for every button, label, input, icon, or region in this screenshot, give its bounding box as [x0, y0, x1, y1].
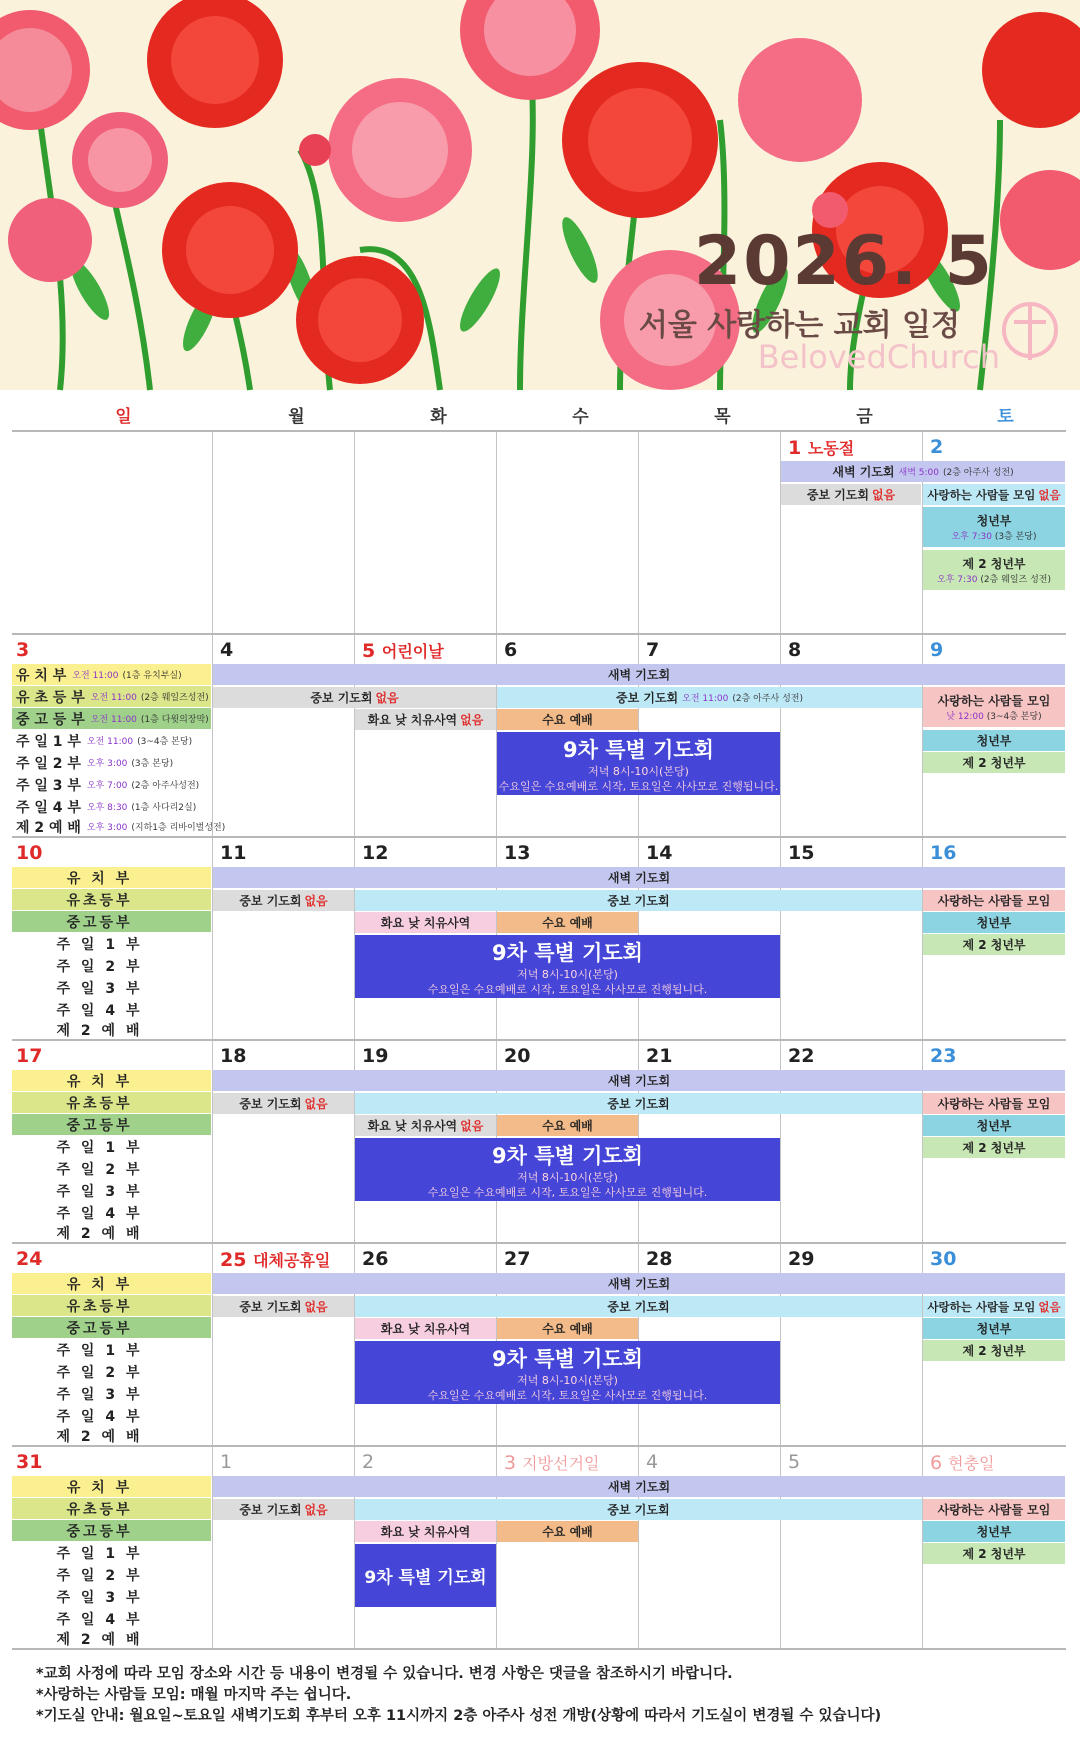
event-tue-healing: 화요 낮 치유사역: [355, 912, 496, 933]
event-youth2: 제 2 청년부: [923, 1340, 1065, 1361]
sunday-row: 주 일 4 부: [56, 1002, 143, 1019]
week-6: [12, 1447, 1066, 1650]
day-5: 5 어린이날: [362, 640, 444, 662]
day-21: 21: [646, 1045, 673, 1067]
day-18: 18: [220, 1045, 247, 1067]
sunday-row: 유초등부: [12, 1295, 211, 1316]
event-wed-service: 수요 예배: [497, 1318, 638, 1339]
header-banner: [0, 0, 1080, 390]
event-youth2: 제 2 청년부 오후 7:30 (2층 웨일즈 성전): [923, 550, 1065, 590]
event-intercession: 중보 기도회: [355, 1296, 922, 1317]
day-8: 8: [788, 639, 802, 661]
sunday-row: 주 일 3 부: [56, 1589, 143, 1606]
event-youth: 청년부: [923, 1115, 1065, 1136]
sunday-row: 유 치 부: [12, 1273, 211, 1294]
day-30: 30: [930, 1248, 957, 1270]
event-youth: 청년부 오후 7:30 (3층 본당): [923, 507, 1065, 547]
sunday-row: 중고등부: [12, 1520, 211, 1541]
weekday-fri: 금: [856, 407, 873, 427]
sunday-row: 유 치 부 오전 11:00 (1층 유치부실): [12, 664, 211, 685]
sunday-row: 주 일 2 부 오후 3:00 (3층 본당): [16, 755, 174, 772]
event-dawn-prayer: 새벽 기도회: [213, 867, 1065, 888]
event-intercession: 중보 기도회 오전 11:00 (2층 아주사 성전): [497, 687, 922, 708]
footnotes: [36, 1664, 1056, 1727]
event-special-prayer: 9차 특별 기도회 저녁 8시-10시(본당) 수요일은 수요예배로 시작, 토요일은 사사모로 진행됩니다.: [355, 1138, 780, 1201]
event-dawn-prayer: 새벽 기도회: [213, 664, 1065, 685]
event-dawn-prayer: 새벽 기도회: [213, 1070, 1065, 1091]
day-19: 19: [362, 1045, 389, 1067]
sunday-row: 주 일 1 부: [56, 1545, 143, 1562]
event-dawn-prayer: 새벽 기도회: [213, 1476, 1065, 1497]
church-english-name: BelovedChurch: [757, 338, 1000, 376]
event-intercession: 중보 기도회 없음: [213, 1093, 354, 1114]
day-next-3: 3 지방선거일: [504, 1452, 600, 1474]
day-2: 2: [930, 436, 944, 458]
weekday-wed: 수: [572, 407, 589, 427]
day-23: 23: [930, 1045, 957, 1067]
event-beloved-meeting: 사랑하는 사람들 모임: [923, 1093, 1065, 1114]
church-name: 서울 사랑하는 교회 일정: [638, 308, 960, 343]
sunday-row: 주 일 3 부: [56, 1386, 143, 1403]
sunday-row: 유초등부: [12, 1092, 211, 1113]
sunday-row: 주 일 3 부 오후 7:00 (2층 아주사성전): [16, 777, 200, 794]
sunday-row: 중고등부: [12, 1114, 211, 1135]
event-youth2: 제 2 청년부: [923, 1137, 1065, 1158]
sunday-row: 주 일 3 부: [56, 1183, 143, 1200]
day-4: 4: [220, 639, 234, 661]
sunday-row: 주 일 4 부: [56, 1205, 143, 1222]
event-wed-service: 수요 예배: [497, 912, 638, 933]
day-next-6: 6 현충일: [930, 1452, 995, 1474]
sunday-row: 유 초 등 부 오전 11:00 (2층 웨일즈성전): [12, 686, 211, 707]
day-1: 1 노동절: [788, 437, 855, 459]
event-tue-healing: 화요 낮 치유사역 없음: [355, 1115, 496, 1136]
event-beloved-meeting: 사랑하는 사람들 모임: [923, 1499, 1065, 1520]
day-24: 24: [16, 1248, 43, 1270]
sunday-row: 주 일 1 부: [56, 1342, 143, 1359]
weekday-thu: 목: [714, 407, 731, 427]
day-12: 12: [362, 842, 389, 864]
sunday-row: 주 일 4 부: [56, 1611, 143, 1628]
day-11: 11: [220, 842, 247, 864]
day-next-5: 5: [788, 1451, 801, 1473]
day-14: 14: [646, 842, 673, 864]
sunday-row: 주 일 4 부 오후 8:30 (1층 사다리2실): [16, 799, 197, 816]
event-special-prayer: 9차 특별 기도회: [355, 1544, 496, 1607]
event-youth2: 제 2 청년부: [923, 1543, 1065, 1564]
day-13: 13: [504, 842, 531, 864]
day-6: 6: [504, 639, 518, 661]
weekday-header: [12, 392, 1066, 432]
sunday-row: 주 일 3 부: [56, 980, 143, 997]
day-next-4: 4: [646, 1451, 659, 1473]
sunday-row: 유초등부: [12, 1498, 211, 1519]
sunday-row: 중고등부: [12, 1317, 211, 1338]
day-20: 20: [504, 1045, 531, 1067]
event-intercession: 중보 기도회 없음: [213, 1499, 354, 1520]
event-beloved-meeting: 사랑하는 사람들 모임 낮 12:00 (3~4층 본당): [923, 687, 1065, 727]
event-dawn-prayer: 새벽 기도회: [213, 1273, 1065, 1294]
event-special-prayer: 9차 특별 기도회 저녁 8시-10시(본당) 수요일은 수요예배로 시작, 토요일은 사사모로 진행됩니다.: [355, 935, 780, 998]
week-1: [12, 432, 1066, 635]
event-tue-healing: 화요 낮 치유사역 없음: [355, 709, 496, 730]
sunday-row: 중고등부: [12, 911, 211, 932]
sunday-row: 제 2 예 배: [56, 1428, 143, 1445]
event-beloved-meeting: 사랑하는 사람들 모임 없음: [923, 484, 1065, 505]
week-3: [12, 838, 1066, 1041]
event-dawn-prayer: 새벽 기도회 새벽 5:00 (2층 아주사 성전): [781, 461, 1065, 482]
weekday-sun: 일: [115, 407, 132, 427]
weekday-mon: 월: [288, 407, 305, 427]
sunday-row: 유 치 부: [12, 1070, 211, 1091]
sunday-row: 주 일 1 부: [56, 936, 143, 953]
event-beloved-meeting: 사랑하는 사람들 모임 없음: [923, 1296, 1065, 1317]
sunday-row: 주 일 2 부: [56, 958, 143, 975]
event-youth: 청년부: [923, 912, 1065, 933]
day-7: 7: [646, 639, 660, 661]
week-2: [12, 635, 1066, 838]
event-intercession: 중보 기도회 없음: [213, 1296, 354, 1317]
day-next-1: 1: [220, 1451, 233, 1473]
calendar-grid: [12, 392, 1066, 1650]
sunday-row: 주 일 4 부: [56, 1408, 143, 1425]
sunday-row: 주 일 2 부: [56, 1364, 143, 1381]
day-31: 31: [16, 1451, 43, 1473]
footnote: *교회 사정에 따라 모임 장소와 시간 등 내용이 변경될 수 있습니다. 변경 사항은 댓글을 참조하시기 바랍니다.: [36, 1666, 733, 1682]
day-next-2: 2: [362, 1451, 375, 1473]
day-22: 22: [788, 1045, 815, 1067]
day-25: 25 대체공휴일: [220, 1249, 331, 1271]
church-logo-icon: [1004, 304, 1056, 360]
day-17: 17: [16, 1045, 43, 1067]
sunday-row: 주 일 2 부: [56, 1161, 143, 1178]
sunday-row: 주 일 2 부: [56, 1567, 143, 1584]
event-intercession: 중보 기도회 없음: [213, 890, 354, 911]
event-youth2: 제 2 청년부: [923, 934, 1065, 955]
event-special-prayer: 9차 특별 기도회 저녁 8시-10시(본당) 수요일은 수요예배로 시작, 토요일은 사사모로 진행됩니다.: [355, 1341, 780, 1404]
weekday-tue: 화: [430, 407, 447, 427]
sunday-row: 유초등부: [12, 889, 211, 910]
sunday-row: 제 2 예 배: [56, 1225, 143, 1242]
event-wed-service: 수요 예배: [497, 1115, 638, 1136]
event-youth: 청년부: [923, 1521, 1065, 1542]
event-intercession: 중보 기도회 없음: [213, 687, 496, 708]
day-26: 26: [362, 1248, 389, 1270]
day-27: 27: [504, 1248, 531, 1270]
event-intercession: 중보 기도회: [355, 1093, 922, 1114]
sunday-row: 유 치 부: [12, 867, 211, 888]
event-tue-healing: 화요 낮 치유사역: [355, 1318, 496, 1339]
day-28: 28: [646, 1248, 673, 1270]
week-4: [12, 1041, 1066, 1244]
event-youth2: 제 2 청년부: [923, 752, 1065, 773]
day-29: 29: [788, 1248, 815, 1270]
event-special-prayer: 9차 특별 기도회 저녁 8시-10시(본당) 수요일은 수요예배로 시작, 토요일은 사사모로 진행됩니다.: [497, 732, 780, 795]
sunday-row: 유 치 부: [12, 1476, 211, 1497]
event-youth: 청년부: [923, 730, 1065, 751]
sunday-row: 중 고 등 부 오전 11:00 (1층 다윗의장막): [12, 708, 211, 729]
event-intercession: 중보 기도회: [355, 1499, 922, 1520]
sunday-row: 주 일 1 부 오전 11:00 (3~4층 본당): [16, 733, 193, 750]
event-wed-service: 수요 예배: [497, 1521, 638, 1542]
footnote: *사랑하는 사람들 모임: 매월 마지막 주는 쉽니다.: [36, 1687, 352, 1703]
event-beloved-meeting: 사랑하는 사람들 모임: [923, 890, 1065, 911]
event-wed-service: 수요 예배: [497, 709, 638, 730]
calendar-title: 2026. 5: [693, 222, 994, 301]
week-5: [12, 1244, 1066, 1447]
sunday-row: 제 2 예 배: [56, 1631, 143, 1648]
sunday-row: 제 2 예 배 오후 3:00 (지하1층 리바이벌성전): [16, 819, 226, 836]
event-youth: 청년부: [923, 1318, 1065, 1339]
day-16: 16: [930, 842, 957, 864]
day-9: 9: [930, 639, 944, 661]
day-3: 3: [16, 639, 30, 661]
sunday-row: 제 2 예 배: [56, 1022, 143, 1039]
event-tue-healing: 화요 낮 치유사역: [355, 1521, 496, 1542]
weekday-sat: 토: [997, 407, 1014, 427]
sunday-row: 주 일 1 부: [56, 1139, 143, 1156]
event-intercession: 중보 기도회 없음: [781, 484, 921, 505]
day-15: 15: [788, 842, 815, 864]
day-10: 10: [16, 842, 43, 864]
event-intercession: 중보 기도회: [355, 890, 922, 911]
footnote: *기도실 안내: 월요일~토요일 새벽기도회 후부터 오후 11시까지 2층 아주사 성전 개방(상황에 따라서 기도실이 변경될 수 있습니다): [36, 1708, 882, 1724]
